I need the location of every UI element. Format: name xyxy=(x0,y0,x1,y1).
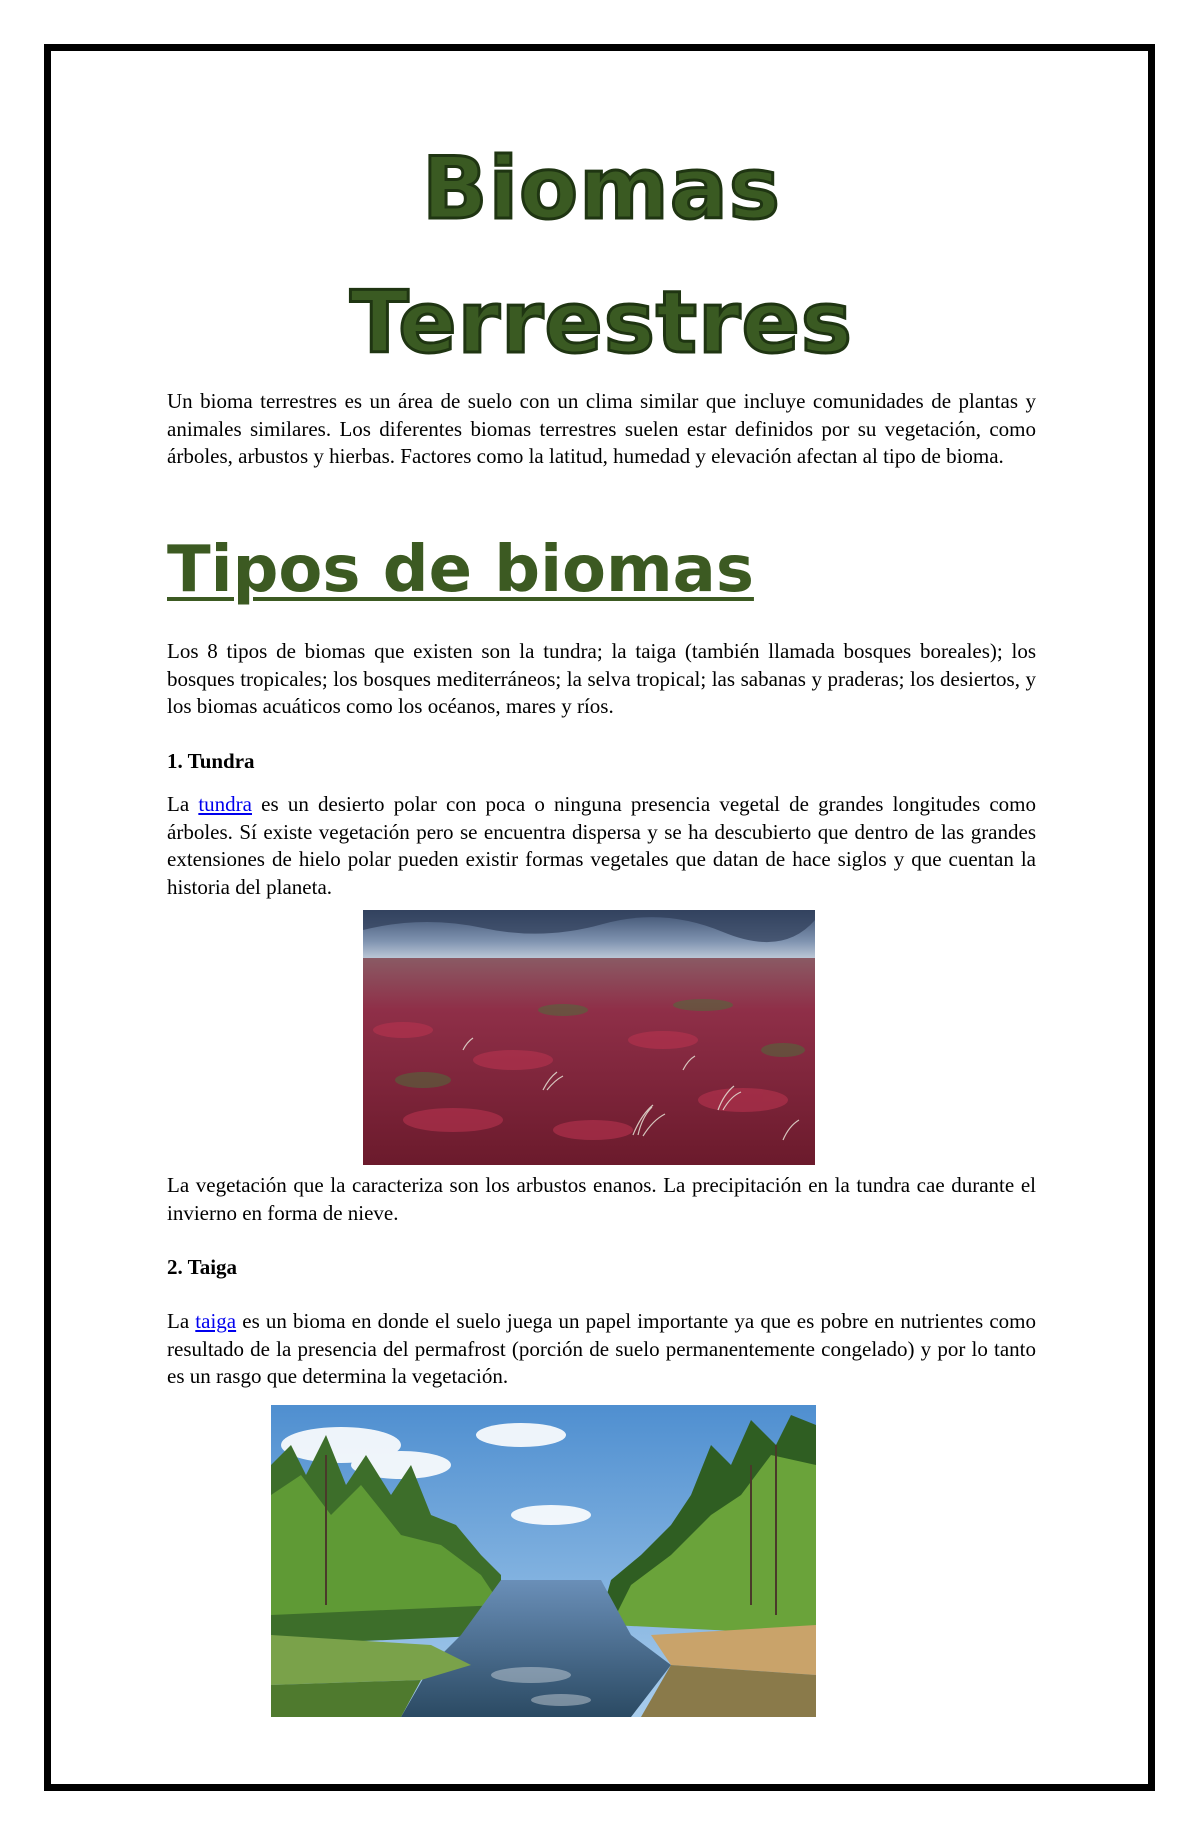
tundra-text-after: es un desierto polar con poca o ninguna presencia vegetal de grandes longitudes como árboles. Sí existe vegetación pero se encuentra dispersa y se ha descubierto que dentro de las grandes extensiones de hielo polar pueden existir formas vegetales que datan de hace siglos y que cuentan la historia del planeta. xyxy=(167,792,1036,899)
tundra-link[interactable]: tundra xyxy=(198,792,252,816)
main-title xyxy=(167,122,1036,390)
section-title: Tipos de biomas xyxy=(167,533,754,607)
tundra-text-before: La xyxy=(167,792,199,816)
intro-paragraph: Un bioma terrestres es un área de suelo con un clima similar que incluye comunidades de plantas y animales similares. Los diferentes biomas terrestres suelen estar definidos por su vegetación, como árboles, arbustos y hierbas. Factores como la latitud, humedad y elevación afectan al tipo de bioma. xyxy=(167,389,1036,468)
taiga-image xyxy=(271,1405,816,1717)
title-line-2: Terrestres xyxy=(350,273,853,373)
title-line-1: Biomas xyxy=(422,139,781,239)
taiga-text-before: La xyxy=(167,1309,196,1333)
tundra-heading: 1. Tundra xyxy=(167,749,255,773)
taiga-link[interactable]: taiga xyxy=(195,1309,237,1333)
tundra-paragraph xyxy=(167,791,1036,901)
section-intro-paragraph: Los 8 tipos de biomas que existen son la tundra; la taiga (también llamada bosques boreales); los bosques tropicales; los bosques mediterráneos; la selva tropical; las sabanas y praderas; los desiertos, y los biomas acuáticos como los océanos, mares y ríos. xyxy=(167,639,1036,718)
taiga-text-after: es un bioma en donde el suelo juega un papel importante ya que es pobre en nutrientes como resultado de la presencia del permafrost (porción de suelo permanentemente congelado) y por lo tanto es un rasgo que determina la vegetación. xyxy=(167,1309,1036,1388)
tundra-caption: La vegetación que la caracteriza son los arbustos enanos. La precipitación en la tundra cae durante el invierno en forma de nieve. xyxy=(167,1173,1036,1225)
taiga-heading: 2. Taiga xyxy=(167,1255,238,1279)
taiga-paragraph xyxy=(167,1308,1036,1391)
tundra-image xyxy=(363,910,815,1165)
